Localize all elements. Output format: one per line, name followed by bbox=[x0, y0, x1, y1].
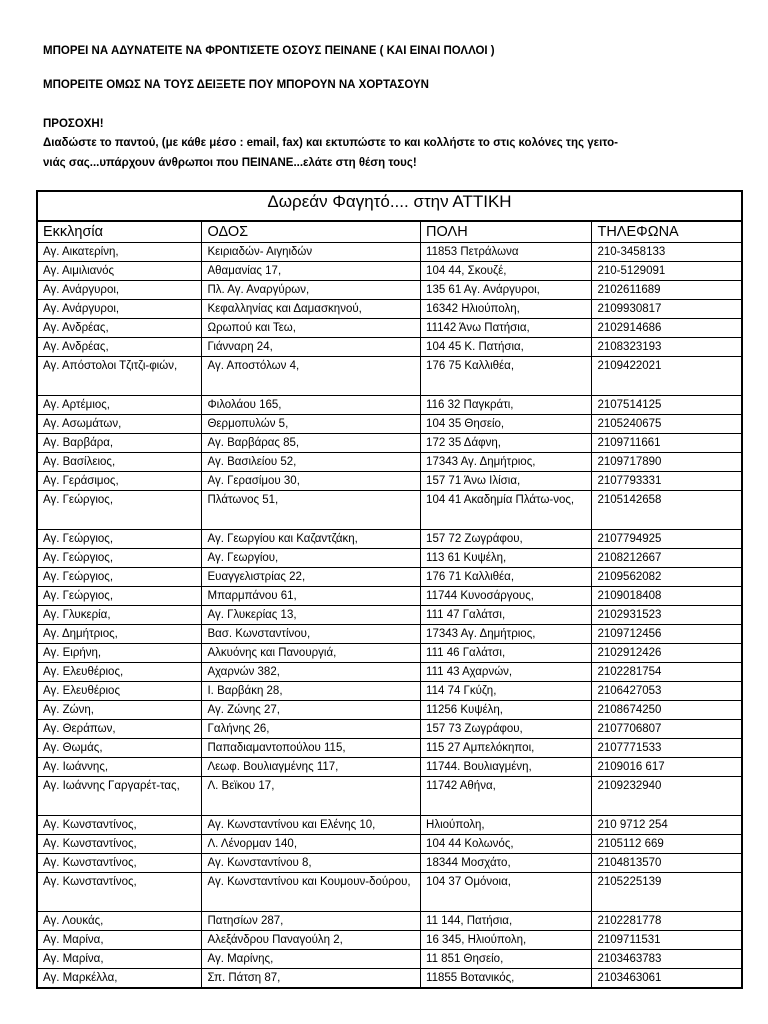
phone-cell: 2109232940 bbox=[592, 777, 742, 816]
table-row bbox=[37, 262, 742, 281]
street-cell: Αγ. Κωνσταντίνου και Κουμουν-δούρου, bbox=[202, 873, 421, 912]
church-cell: Αγ. Ιωάννης Γαργαρέτ-τας, bbox=[37, 777, 202, 816]
header-street: ΟΔΟΣ bbox=[202, 221, 421, 243]
table-row bbox=[37, 816, 742, 835]
table-row bbox=[37, 300, 742, 319]
church-cell: Αγ. Βαρβάρα, bbox=[37, 434, 202, 453]
street-cell: Σπ. Πάτση 87, bbox=[202, 969, 421, 989]
city-cell: 11742 Αθήνα, bbox=[421, 777, 592, 816]
church-cell: Αγ. Ανάργυροι, bbox=[37, 300, 202, 319]
church-cell: Αγ. Αιμιλιανός bbox=[37, 262, 202, 281]
street-cell: Πλ. Αγ. Αναργύρων, bbox=[202, 281, 421, 300]
city-cell: 11744 Κυνοσάργους, bbox=[421, 587, 592, 606]
street-cell: Αγ. Αποστόλων 4, bbox=[202, 357, 421, 396]
church-cell: Αγ. Θωμάς, bbox=[37, 739, 202, 758]
church-cell: Αγ. Γλυκερία, bbox=[37, 606, 202, 625]
food-table bbox=[36, 190, 743, 989]
table-row bbox=[37, 568, 742, 587]
street-cell: Γαλήνης 26, bbox=[202, 720, 421, 739]
church-cell: Αγ. Γεράσιμος, bbox=[37, 472, 202, 491]
city-cell: 116 32 Παγκράτι, bbox=[421, 396, 592, 415]
city-cell: 172 35 Δάφνη, bbox=[421, 434, 592, 453]
phone-cell: 2106427053 bbox=[592, 682, 742, 701]
street-cell: Ωρωπού και Τεω, bbox=[202, 319, 421, 338]
church-cell: Αγ. Γεώργιος, bbox=[37, 587, 202, 606]
city-cell: 16 345, Ηλιούπολη, bbox=[421, 931, 592, 950]
street-cell: Ι. Βαρβάκη 28, bbox=[202, 682, 421, 701]
phone-cell: 2109562082 bbox=[592, 568, 742, 587]
phone-cell: 2109712456 bbox=[592, 625, 742, 644]
street-cell: Ευαγγελιστρίας 22, bbox=[202, 568, 421, 587]
church-cell: Αγ. Δημήτριος, bbox=[37, 625, 202, 644]
city-cell: 111 43 Αχαρνών, bbox=[421, 663, 592, 682]
phone-cell: 2103463061 bbox=[592, 969, 742, 989]
table-title: Δωρεάν Φαγητό.... στην ΑΤΤΙΚΗ bbox=[37, 191, 742, 221]
city-cell: 157 72 Ζωγράφου, bbox=[421, 530, 592, 549]
church-cell: Αγ. Ελευθέριος bbox=[37, 682, 202, 701]
street-cell: Αγ. Γεωργίου, bbox=[202, 549, 421, 568]
phone-cell: 2104813570 bbox=[592, 854, 742, 873]
city-cell: 115 27 Αμπελόκηποι, bbox=[421, 739, 592, 758]
street-cell: Λ. Λένορμαν 140, bbox=[202, 835, 421, 854]
city-cell: 11853 Πετράλωνα bbox=[421, 243, 592, 262]
table-row bbox=[37, 720, 742, 739]
phone-cell: 2102914686 bbox=[592, 319, 742, 338]
city-cell: 11 851 Θησείο, bbox=[421, 950, 592, 969]
street-cell: Αγ. Γερασίμου 30, bbox=[202, 472, 421, 491]
table-row bbox=[37, 950, 742, 969]
table-row bbox=[37, 530, 742, 549]
street-cell: Λ. Βεϊκου 17, bbox=[202, 777, 421, 816]
church-cell: Αγ. Βασίλειος, bbox=[37, 453, 202, 472]
header-city: ΠΟΛΗ bbox=[421, 221, 592, 243]
church-cell: Αγ. Ανδρέας, bbox=[37, 319, 202, 338]
church-cell: Αγ. Λουκάς, bbox=[37, 912, 202, 931]
phone-cell: 2105240675 bbox=[592, 415, 742, 434]
phone-cell: 2105142658 bbox=[592, 491, 742, 530]
header-phone: ΤΗΛΕΦΩΝΑ bbox=[592, 221, 742, 243]
church-cell: Αγ. Ανδρέας, bbox=[37, 338, 202, 357]
church-cell: Αγ. Κωνσταντίνος, bbox=[37, 835, 202, 854]
phone-cell: 2108212667 bbox=[592, 549, 742, 568]
phone-cell: 2109018408 bbox=[592, 587, 742, 606]
church-cell: Αγ. Κωνσταντίνος, bbox=[37, 873, 202, 912]
street-cell: Θερμοπυλών 5, bbox=[202, 415, 421, 434]
church-cell: Αγ. Ανάργυροι, bbox=[37, 281, 202, 300]
street-cell: Αγ. Γλυκερίας 13, bbox=[202, 606, 421, 625]
church-cell: Αγ. Μαρκέλλα, bbox=[37, 969, 202, 989]
city-cell: 104 35 Θησείο, bbox=[421, 415, 592, 434]
phone-cell: 2107514125 bbox=[592, 396, 742, 415]
city-cell: 11744. Βουλιαγμένη, bbox=[421, 758, 592, 777]
church-cell: Αγ. Μαρίνα, bbox=[37, 931, 202, 950]
table-row bbox=[37, 338, 742, 357]
city-cell: 104 41 Ακαδημία Πλάτω-νος, bbox=[421, 491, 592, 530]
street-cell: Αγ. Κωνσταντίνου 8, bbox=[202, 854, 421, 873]
city-cell: 11855 Βοτανικός, bbox=[421, 969, 592, 989]
city-cell: 157 73 Ζωγράφου, bbox=[421, 720, 592, 739]
intro-line-4: Διαδώστε το παντού, (με κάθε μέσο : email, fax) και εκτυπώστε το και κολλήστε το στις κολόνες της γειτο- bbox=[43, 137, 618, 149]
street-cell: Αγ. Βαρβάρας 85, bbox=[202, 434, 421, 453]
phone-cell: 2109711531 bbox=[592, 931, 742, 950]
street-cell: Πατησίων 287, bbox=[202, 912, 421, 931]
table-row bbox=[37, 835, 742, 854]
street-cell: Βασ. Κωνσταντίνου, bbox=[202, 625, 421, 644]
table-row bbox=[37, 969, 742, 989]
intro-line-5: νιάς σας...υπάρχουν άνθρωποι που ΠΕΙΝΑΝΕ...ελάτε στη θέση τους! bbox=[43, 157, 417, 169]
city-cell: 104 44 Κολωνός, bbox=[421, 835, 592, 854]
street-cell: Αλεξάνδρου Παναγούλη 2, bbox=[202, 931, 421, 950]
city-cell: 111 46 Γαλάτσι, bbox=[421, 644, 592, 663]
city-cell: 104 44, Σκουζέ, bbox=[421, 262, 592, 281]
phone-cell: 2102281754 bbox=[592, 663, 742, 682]
street-cell: Αγ. Βασιλείου 52, bbox=[202, 453, 421, 472]
city-cell: 135 61 Αγ. Ανάργυροι, bbox=[421, 281, 592, 300]
city-cell: 104 37 Ομόνοια, bbox=[421, 873, 592, 912]
table-row bbox=[37, 243, 742, 262]
table-row bbox=[37, 644, 742, 663]
table-row bbox=[37, 587, 742, 606]
header-church: Εκκλησία bbox=[37, 221, 202, 243]
city-cell: 176 75 Καλλιθέα, bbox=[421, 357, 592, 396]
street-cell: Αχαρνών 382, bbox=[202, 663, 421, 682]
phone-cell: 2105112 669 bbox=[592, 835, 742, 854]
phone-cell: 2102912426 bbox=[592, 644, 742, 663]
street-cell: Αγ. Κωνσταντίνου και Ελένης 10, bbox=[202, 816, 421, 835]
church-cell: Αγ. Ζώνη, bbox=[37, 701, 202, 720]
street-cell: Αγ. Γεωργίου και Καζαντζάκη, bbox=[202, 530, 421, 549]
street-cell: Κειριαδών- Αιγηιδών bbox=[202, 243, 421, 262]
street-cell: Κεφαλληνίας και Δαμασκηνού, bbox=[202, 300, 421, 319]
phone-cell: 2109711661 bbox=[592, 434, 742, 453]
church-cell: Αγ. Απόστολοι Τζιτζι-φιών, bbox=[37, 357, 202, 396]
phone-cell: 2102281778 bbox=[592, 912, 742, 931]
table-row bbox=[37, 758, 742, 777]
city-cell: 157 71 Άνω Ιλίσια, bbox=[421, 472, 592, 491]
table-row bbox=[37, 912, 742, 931]
table-row bbox=[37, 415, 742, 434]
street-cell: Αθαμανίας 17, bbox=[202, 262, 421, 281]
table-row bbox=[37, 682, 742, 701]
phone-cell: 210-5129091 bbox=[592, 262, 742, 281]
phone-cell: 2102931523 bbox=[592, 606, 742, 625]
street-cell: Αλκυόνης και Πανουργιά, bbox=[202, 644, 421, 663]
phone-cell: 2108323193 bbox=[592, 338, 742, 357]
city-cell: 104 45 Κ. Πατήσια, bbox=[421, 338, 592, 357]
city-cell: 114 74 Γκύζη, bbox=[421, 682, 592, 701]
church-cell: Αγ. Αρτέμιος, bbox=[37, 396, 202, 415]
table-row bbox=[37, 777, 742, 816]
intro-line-1: ΜΠΟΡΕΙ ΝΑ ΑΔΥΝΑΤΕΙΤΕ ΝΑ ΦΡΟΝΤΙΣΕΤΕ ΟΣΟΥΣ ΠΕΙΝΑΝΕ ( ΚΑΙ ΕΙΝΑΙ ΠΟΛΛΟΙ ) bbox=[43, 45, 495, 57]
phone-cell: 2107706807 bbox=[592, 720, 742, 739]
table-row bbox=[37, 931, 742, 950]
street-cell: Λεωφ. Βουλιαγμένης 117, bbox=[202, 758, 421, 777]
city-cell: 16342 Ηλιούπολη, bbox=[421, 300, 592, 319]
street-cell: Αγ. Μαρίνης, bbox=[202, 950, 421, 969]
church-cell: Αγ. Ιωάννης, bbox=[37, 758, 202, 777]
phone-cell: 2109016 617 bbox=[592, 758, 742, 777]
table-row bbox=[37, 549, 742, 568]
table-row bbox=[37, 357, 742, 396]
table-row bbox=[37, 873, 742, 912]
phone-cell: 2109422021 bbox=[592, 357, 742, 396]
street-cell: Αγ. Ζώνης 27, bbox=[202, 701, 421, 720]
street-cell: Φιλολάου 165, bbox=[202, 396, 421, 415]
church-cell: Αγ. Γεώργιος, bbox=[37, 491, 202, 530]
city-cell: Ηλιούπολη, bbox=[421, 816, 592, 835]
church-cell: Αγ. Γεώργιος, bbox=[37, 568, 202, 587]
city-cell: 17343 Αγ. Δημήτριος, bbox=[421, 625, 592, 644]
table-row bbox=[37, 319, 742, 338]
city-cell: 11256 Κυψέλη, bbox=[421, 701, 592, 720]
church-cell: Αγ. Γεώργιος, bbox=[37, 549, 202, 568]
phone-cell: 2105225139 bbox=[592, 873, 742, 912]
city-cell: 11142 Άνω Πατήσια, bbox=[421, 319, 592, 338]
phone-cell: 2102611689 bbox=[592, 281, 742, 300]
table-row bbox=[37, 396, 742, 415]
street-cell: Παπαδιαμαντοπούλου 115, bbox=[202, 739, 421, 758]
church-cell: Αγ. Μαρίνα, bbox=[37, 950, 202, 969]
table-row bbox=[37, 739, 742, 758]
church-cell: Αγ. Ειρήνη, bbox=[37, 644, 202, 663]
table-row bbox=[37, 701, 742, 720]
table-row bbox=[37, 854, 742, 873]
phone-cell: 2109717890 bbox=[592, 453, 742, 472]
phone-cell: 2107794925 bbox=[592, 530, 742, 549]
table-row bbox=[37, 663, 742, 682]
phone-cell: 210-3458133 bbox=[592, 243, 742, 262]
phone-cell: 2109930817 bbox=[592, 300, 742, 319]
street-cell: Μπαρμπάνου 61, bbox=[202, 587, 421, 606]
church-cell: Αγ. Γεώργιος, bbox=[37, 530, 202, 549]
table-row bbox=[37, 491, 742, 530]
street-cell: Πλάτωνος 51, bbox=[202, 491, 421, 530]
intro-warning: ΠΡΟΣΟΧΗ! bbox=[43, 118, 104, 130]
table-row bbox=[37, 434, 742, 453]
phone-cell: 2108674250 bbox=[592, 701, 742, 720]
table-row bbox=[37, 472, 742, 491]
city-cell: 111 47 Γαλάτσι, bbox=[421, 606, 592, 625]
church-cell: Αγ. Κωνσταντίνος, bbox=[37, 854, 202, 873]
city-cell: 176 71 Καλλιθέα, bbox=[421, 568, 592, 587]
phone-cell: 2103463783 bbox=[592, 950, 742, 969]
city-cell: 113 61 Κυψέλη, bbox=[421, 549, 592, 568]
city-cell: 17343 Αγ. Δημήτριος, bbox=[421, 453, 592, 472]
street-cell: Γιάνναρη 24, bbox=[202, 338, 421, 357]
table-row bbox=[37, 281, 742, 300]
phone-cell: 2107793331 bbox=[592, 472, 742, 491]
church-cell: Αγ. Θεράπων, bbox=[37, 720, 202, 739]
table-row bbox=[37, 606, 742, 625]
church-cell: Αγ. Ασωμάτων, bbox=[37, 415, 202, 434]
intro-line-2: ΜΠΟΡΕΙΤΕ ΟΜΩΣ ΝΑ ΤΟΥΣ ΔΕΙΞΕΤΕ ΠΟΥ ΜΠΟΡΟΥΝ ΝΑ ΧΟΡΤΑΣΟΥΝ bbox=[43, 79, 429, 91]
table-header-row bbox=[37, 221, 742, 243]
church-cell: Αγ. Αικατερίνη, bbox=[37, 243, 202, 262]
table-row bbox=[37, 453, 742, 472]
phone-cell: 210 9712 254 bbox=[592, 816, 742, 835]
church-cell: Αγ. Ελευθέριος, bbox=[37, 663, 202, 682]
phone-cell: 2107771533 bbox=[592, 739, 742, 758]
table-row bbox=[37, 625, 742, 644]
city-cell: 18344 Μοσχάτο, bbox=[421, 854, 592, 873]
city-cell: 11 144, Πατήσια, bbox=[421, 912, 592, 931]
church-cell: Αγ. Κωνσταντίνος, bbox=[37, 816, 202, 835]
